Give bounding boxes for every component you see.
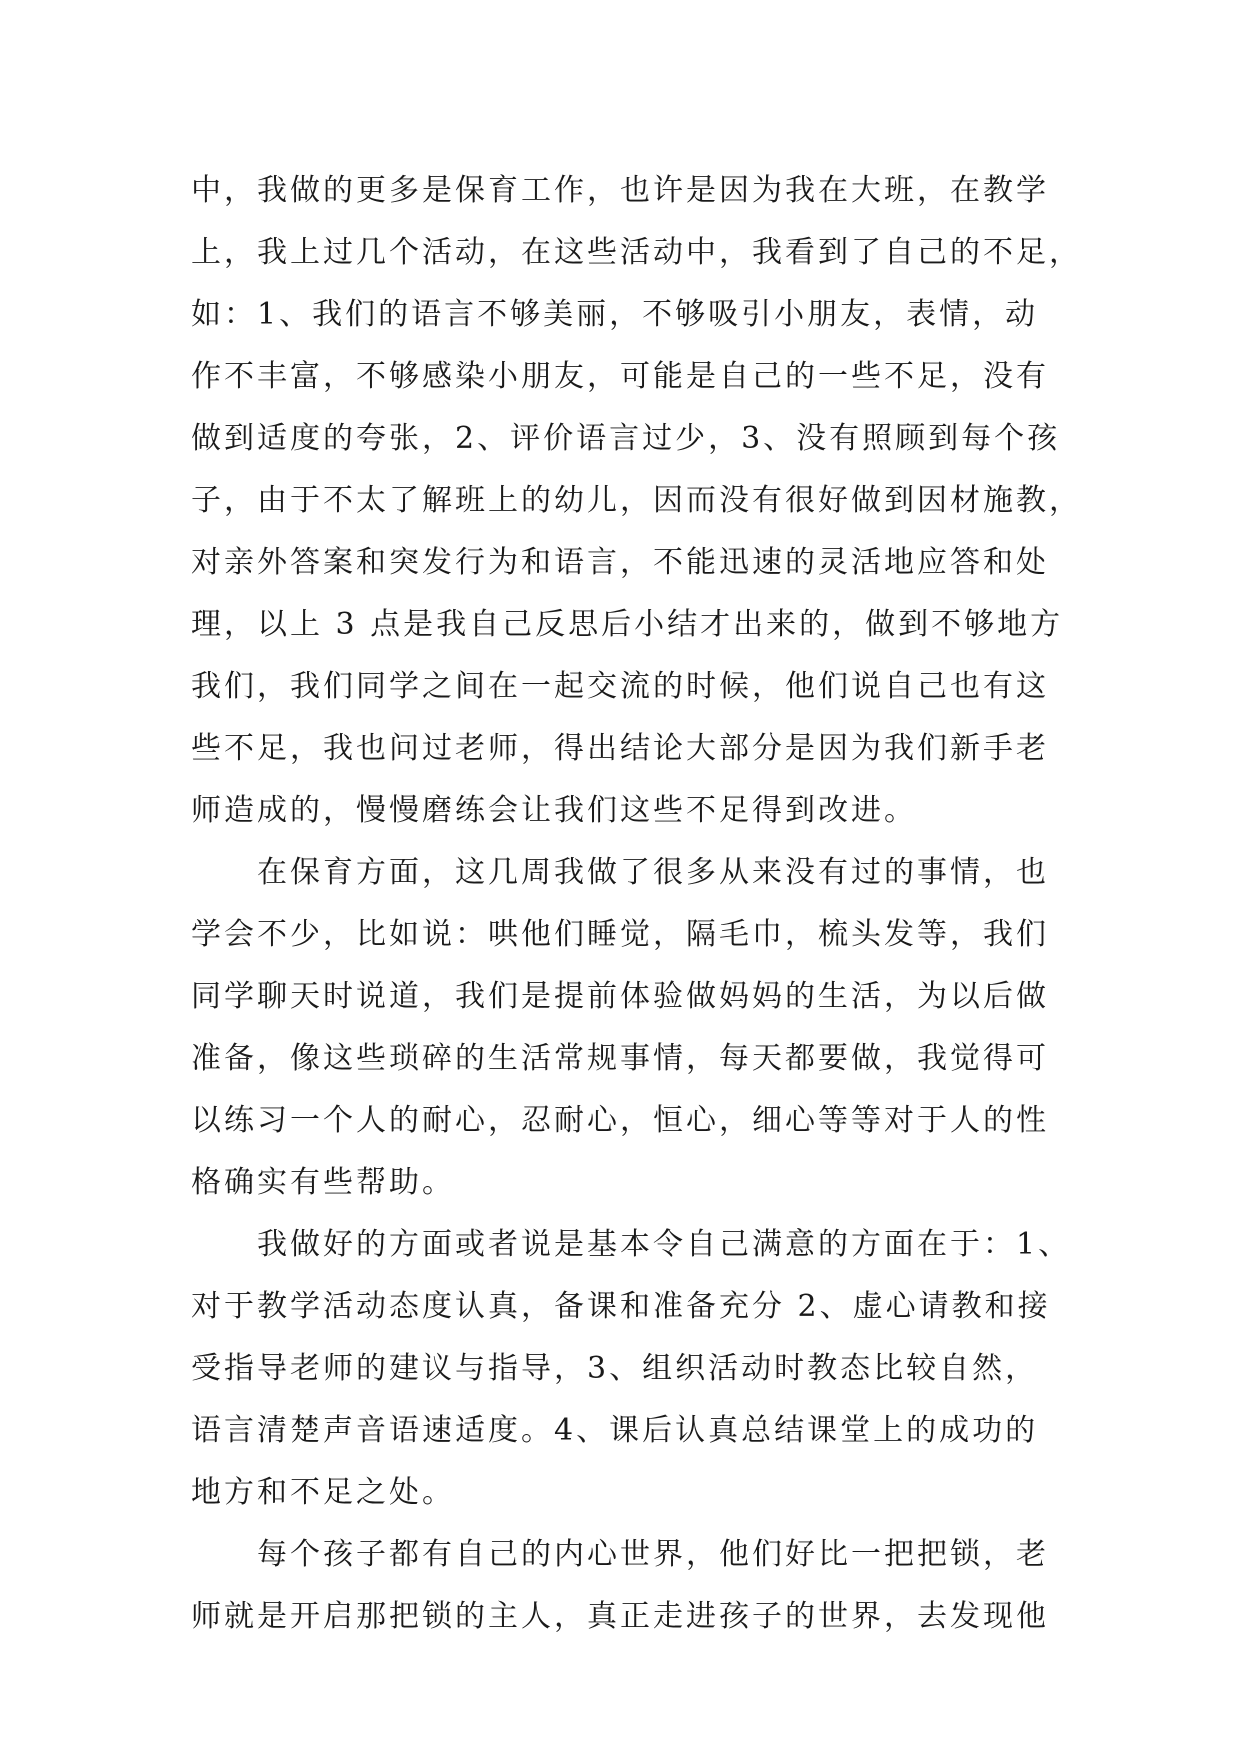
text-line: 理，以上 3 点是我自己反思后小结才出来的，做到不够地方: [191, 607, 1064, 642]
text-line: 师就是开启那把锁的主人，真正走进孩子的世界，去发现他: [191, 1599, 1049, 1634]
text-line: 些不足，我也问过老师，得出结论大部分是因为我们新手老: [191, 731, 1049, 766]
text-line: 上，我上过几个活动，在这些活动中，我看到了自己的不足，: [191, 235, 1082, 270]
text-line: 作不丰富，不够感染小朋友，可能是自己的一些不足，没有: [191, 359, 1049, 394]
text-line: 我们，我们同学之间在一起交流的时候，他们说自己也有这: [191, 669, 1049, 704]
text-line: 子，由于不太了解班上的幼儿，因而没有很好做到因材施教，: [191, 483, 1082, 518]
text-line: 每个孩子都有自己的内心世界，他们好比一把把锁，老: [257, 1537, 1049, 1572]
paragraph-4: [191, 1524, 1071, 1648]
text-line: 准备，像这些琐碎的生活常规事情，每天都要做，我觉得可: [191, 1041, 1049, 1076]
text-line: 中，我做的更多是保育工作，也许是因为我在大班，在教学: [191, 173, 1049, 208]
text-line: 对于教学活动态度认真，备课和准备充分 2、虚心请教和接: [191, 1289, 1051, 1324]
text-line: 对亲外答案和突发行为和语言，不能迅速的灵活地应答和处: [191, 545, 1049, 580]
paragraph-3: [191, 1214, 1071, 1524]
text-line: 语言清楚声音语速适度。4、课后认真总结课堂上的成功的: [191, 1413, 1039, 1448]
paragraph-2: [191, 842, 1071, 1214]
text-line: 我做好的方面或者说是基本令自己满意的方面在于：1、: [257, 1227, 1072, 1262]
text-line: 受指导老师的建议与指导，3、组织活动时教态比较自然，: [191, 1351, 1039, 1386]
text-line: 学会不少，比如说：哄他们睡觉，隔毛巾，梳头发等，我们: [191, 917, 1049, 952]
text-line: 地方和不足之处。: [191, 1475, 455, 1510]
text-line: 在保育方面，这几周我做了很多从来没有过的事情，也: [257, 855, 1049, 890]
text-line: 格确实有些帮助。: [191, 1165, 455, 1200]
text-line: 如：1、我们的语言不够美丽，不够吸引小朋友，表情，动: [191, 297, 1039, 332]
text-line: 做到适度的夸张，2、评价语言过少，3、没有照顾到每个孩: [191, 421, 1061, 456]
text-line: 师造成的，慢慢磨练会让我们这些不足得到改进。: [191, 793, 917, 828]
document-body: [191, 160, 1082, 1648]
text-line: 同学聊天时说道，我们是提前体验做妈妈的生活，为以后做: [191, 979, 1049, 1014]
paragraph-1: [191, 160, 1082, 842]
text-line: 以练习一个人的耐心，忍耐心，恒心，细心等等对于人的性: [191, 1103, 1049, 1138]
